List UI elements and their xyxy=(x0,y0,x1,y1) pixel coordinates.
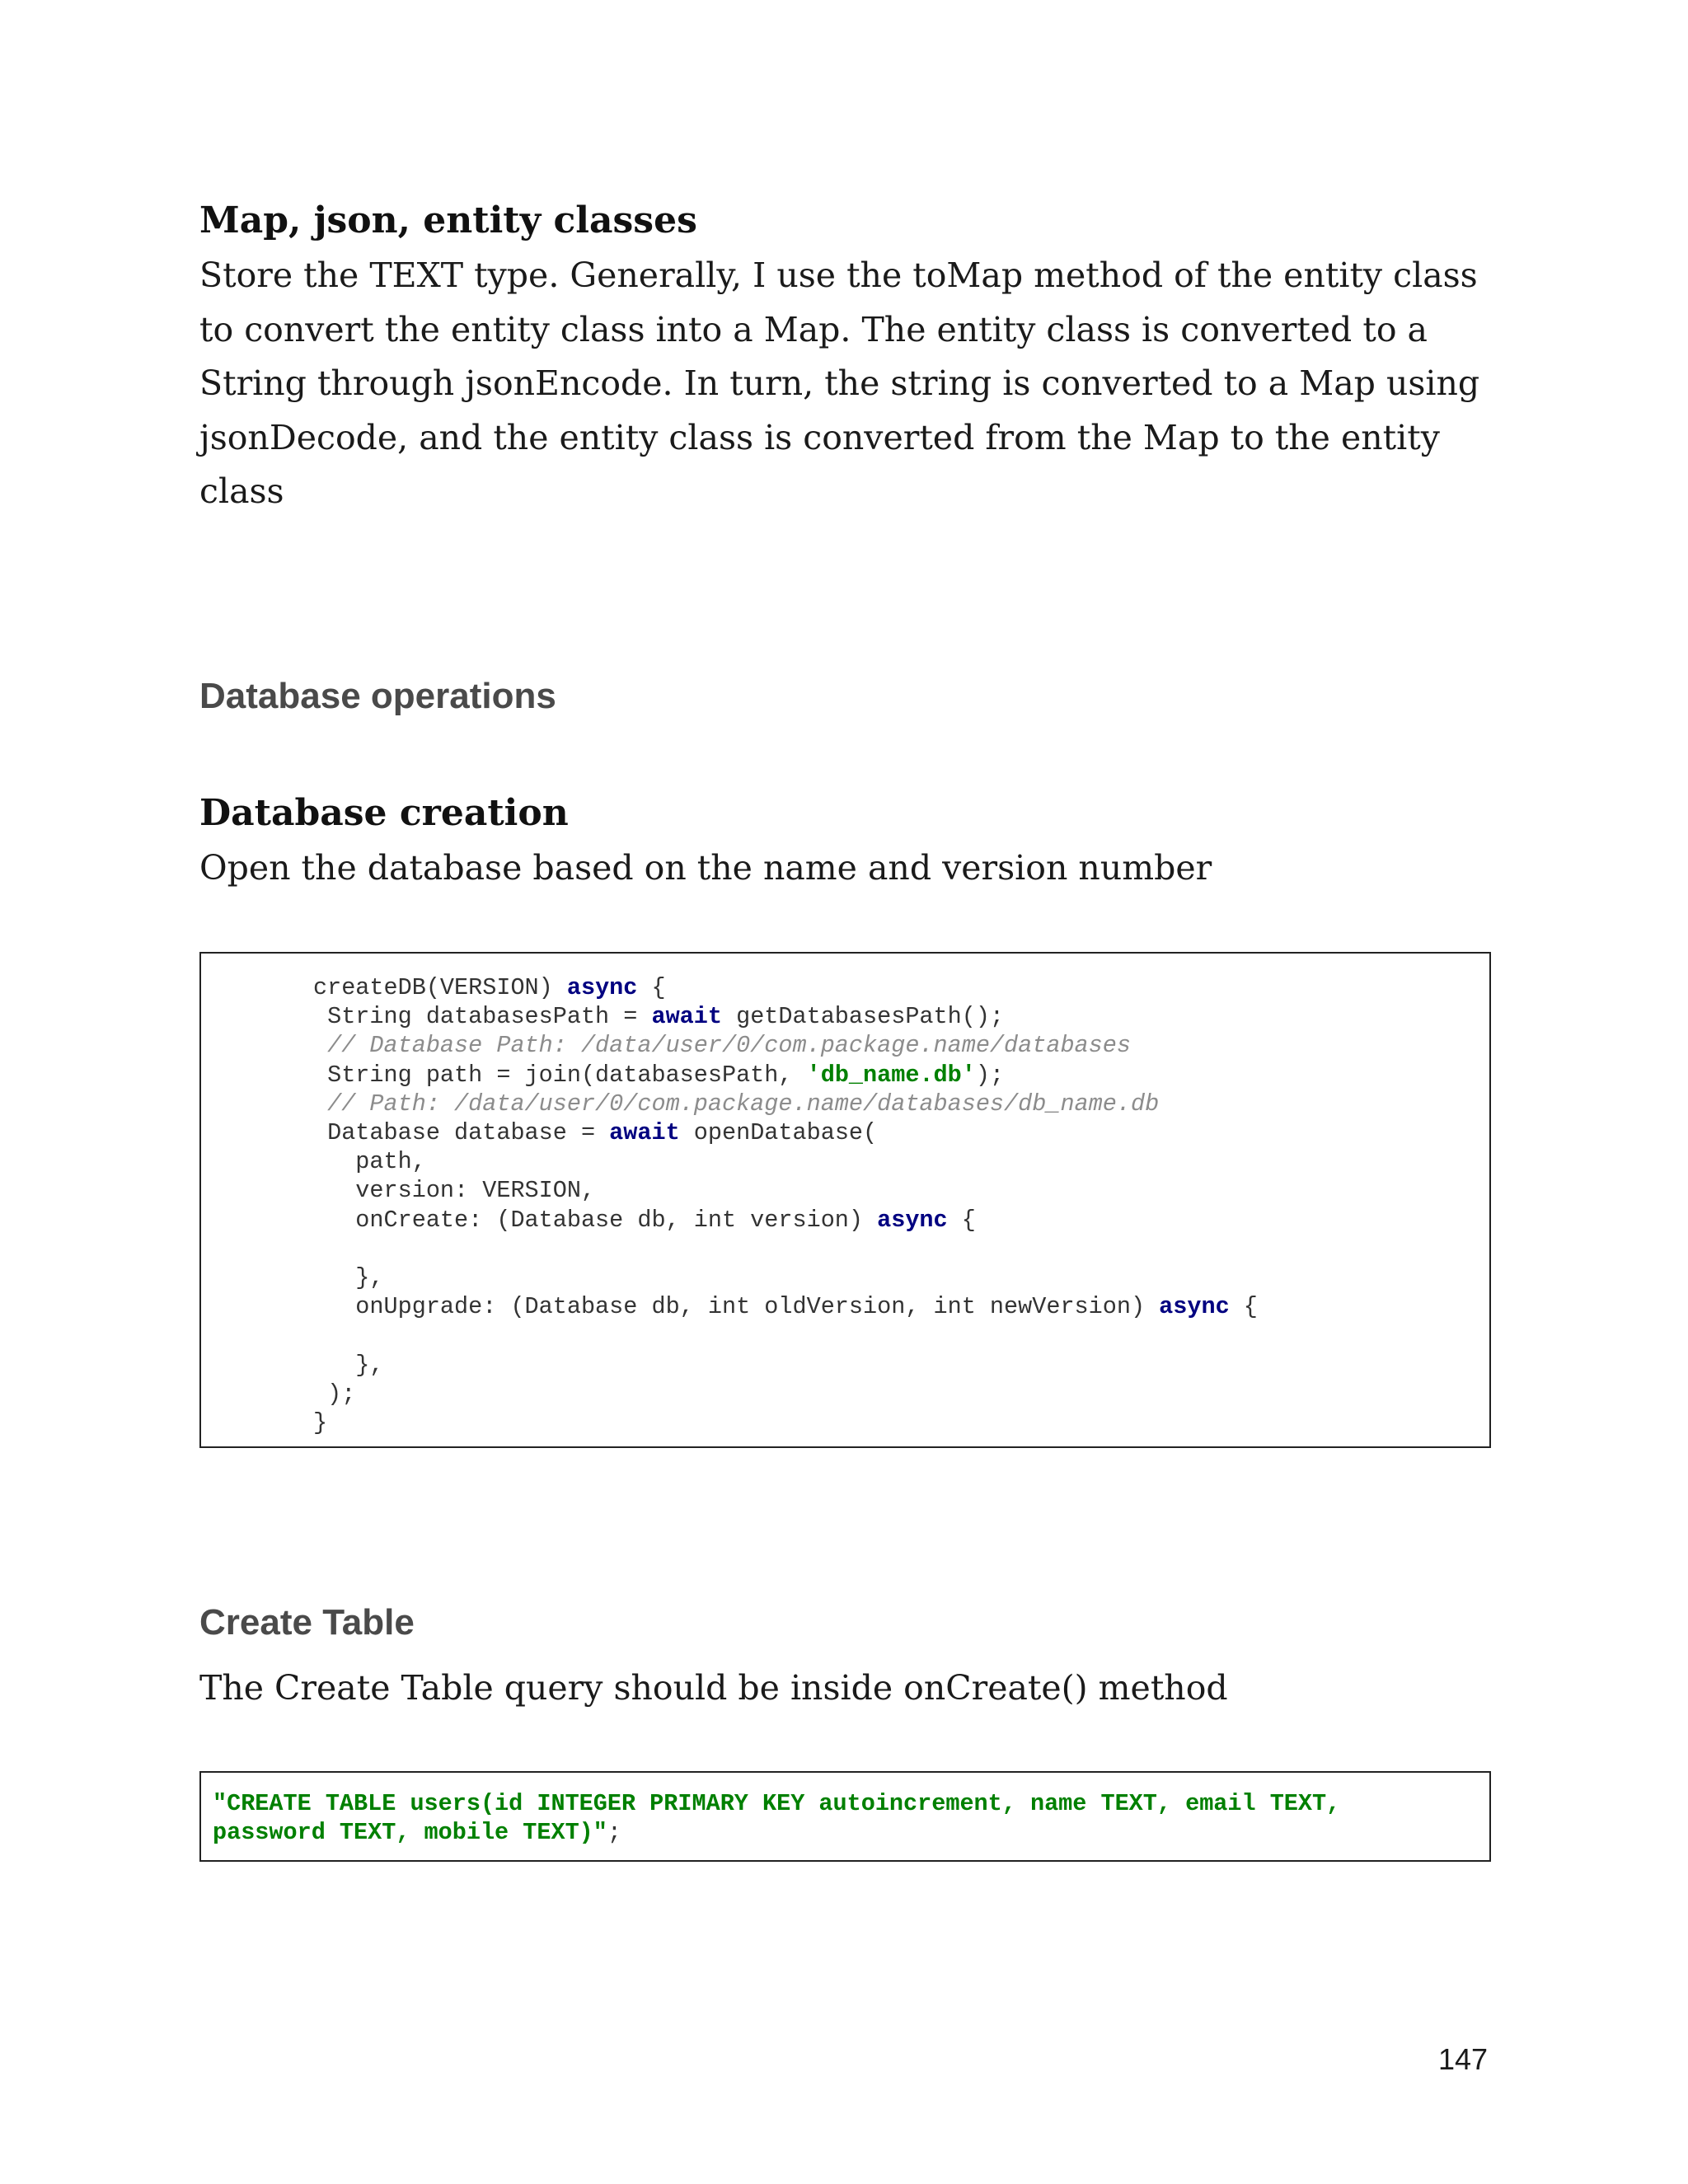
section-title-map-json: Map, json, entity classes xyxy=(199,199,697,241)
code-line xyxy=(313,1061,1489,1090)
paragraph-line: Open the database based on the name and version number xyxy=(199,848,1212,888)
code-line xyxy=(313,1408,1489,1437)
code-line xyxy=(213,1789,1489,1818)
code-token: await xyxy=(609,1119,680,1147)
code-token: { xyxy=(637,974,666,1001)
paragraph-line: String through jsonEncode. In turn, the string is converted to a Map using xyxy=(199,363,1480,403)
section-paragraph-map-json xyxy=(199,249,1502,519)
code-line xyxy=(313,1321,1489,1350)
code-line xyxy=(313,1206,1489,1235)
code-token: openDatabase( xyxy=(679,1119,878,1147)
code-line xyxy=(313,1292,1489,1321)
code-token: path, xyxy=(313,1148,426,1176)
code-token: async xyxy=(1159,1293,1230,1321)
code-token: { xyxy=(1229,1293,1258,1321)
section-title-database-operations: Database operations xyxy=(199,676,556,716)
code-token: password TEXT, mobile TEXT)" xyxy=(213,1819,607,1847)
paragraph-line: class xyxy=(199,471,284,511)
code-line xyxy=(313,973,1489,1002)
paragraph-line: Store the TEXT type. Generally, I use the toMap method of the entity class xyxy=(199,255,1478,295)
code-token: "CREATE TABLE users(id INTEGER PRIMARY KEY autoincrement, name TEXT, email TEXT, xyxy=(213,1790,1341,1817)
code-token: // Database Path: /data/user/0/com.package.name/databases xyxy=(313,1032,1131,1060)
code-line xyxy=(313,1380,1489,1408)
code-listing xyxy=(313,973,1489,1437)
code-block-create-db xyxy=(199,952,1491,1448)
paragraph-line: jsonDecode, and the entity class is converted from the Map to the entity xyxy=(199,417,1440,457)
section-paragraph-database-creation xyxy=(199,841,1502,896)
code-block-create-table xyxy=(199,1771,1491,1862)
code-token: String databasesPath = xyxy=(313,1003,652,1031)
code-token: async xyxy=(877,1206,948,1234)
code-token: }, xyxy=(313,1264,384,1292)
page-number: 147 xyxy=(1438,2042,1489,2076)
section-title-database-creation: Database creation xyxy=(199,792,569,834)
code-line xyxy=(313,1118,1489,1147)
code-listing xyxy=(213,1789,1489,1847)
code-token: await xyxy=(651,1003,722,1031)
code-token: }, xyxy=(313,1351,384,1379)
code-token: ); xyxy=(313,1380,356,1408)
code-token: onCreate: (Database db, int version) xyxy=(313,1206,878,1234)
code-token: getDatabasesPath(); xyxy=(721,1003,1005,1031)
code-token: async xyxy=(566,974,638,1001)
code-line xyxy=(313,1351,1489,1380)
paragraph-line: The Create Table query should be inside onCreate() method xyxy=(199,1668,1228,1708)
code-token: String path = join(databasesPath, xyxy=(313,1061,807,1089)
code-token: version: VERSION, xyxy=(313,1177,596,1205)
code-token: onUpgrade: (Database db, int oldVersion, int newVersion) xyxy=(313,1293,1160,1321)
code-line xyxy=(313,1176,1489,1205)
code-line xyxy=(313,1031,1489,1060)
code-token: ; xyxy=(607,1819,621,1847)
code-line xyxy=(313,1263,1489,1292)
section-paragraph-create-table xyxy=(199,1661,1502,1716)
code-line xyxy=(213,1818,1489,1847)
code-token: { xyxy=(947,1206,976,1234)
code-token: // Path: /data/user/0/com.package.name/databases/db_name.db xyxy=(313,1090,1160,1118)
code-line xyxy=(313,1002,1489,1031)
code-token: 'db_name.db' xyxy=(806,1061,976,1089)
section-title-create-table: Create Table xyxy=(199,1602,415,1643)
code-token: createDB(VERSION) xyxy=(313,974,567,1001)
code-token: ); xyxy=(975,1061,1005,1089)
code-token: Database database = xyxy=(313,1119,610,1147)
code-line xyxy=(313,1090,1489,1118)
code-line xyxy=(313,1147,1489,1176)
paragraph-line: to convert the entity class into a Map. The entity class is converted to a xyxy=(199,309,1428,349)
code-line xyxy=(313,1235,1489,1263)
code-token: } xyxy=(313,1409,328,1437)
